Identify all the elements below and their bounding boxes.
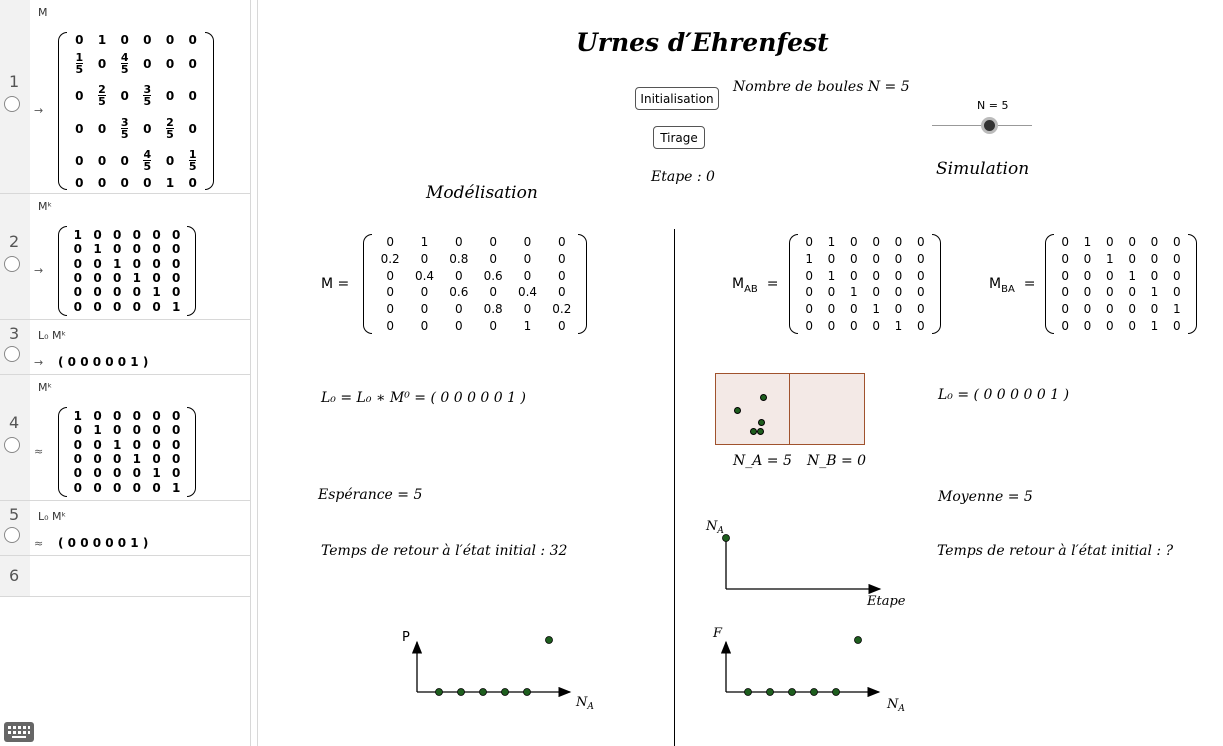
moyenne-text: Moyenne = 5: [938, 489, 1033, 505]
matrix-cell: 0: [850, 318, 858, 333]
matrix-cell: $\frac{3}{5}$: [120, 116, 129, 141]
matrix-cell: 0: [132, 480, 141, 495]
matrix-cell: 0: [850, 251, 858, 266]
matrix-cell: 0: [152, 256, 161, 271]
matrix-cell: 0: [489, 318, 497, 333]
matrix-cell: 0: [152, 480, 161, 495]
etape-text: Etape : 0: [651, 169, 715, 185]
matrix-cell: 0.4: [517, 285, 538, 300]
matrix-cell: 0.8: [449, 251, 469, 266]
matrix-cell: 0: [132, 437, 141, 452]
matrix-cell: 0: [112, 285, 122, 300]
row-label: M: [38, 6, 48, 19]
modelisation-heading: Modélisation: [426, 183, 538, 203]
row-label: L₀ Mᵏ: [38, 510, 67, 523]
matrix-cell: 0: [1150, 301, 1159, 316]
matrix-cell: 0: [132, 285, 141, 300]
matrix-cell: $\frac{1}{5}$: [75, 51, 84, 76]
matrix-cell: 1: [171, 480, 181, 495]
matrix-cell: 0.6: [483, 268, 503, 283]
matrix-cell: 0: [489, 251, 497, 266]
matrix-cell: 0: [120, 176, 129, 190]
matrix-cell: 0: [97, 121, 107, 136]
matrix-cell: 1: [850, 285, 858, 300]
matrix-cell: 0: [143, 121, 152, 136]
matrix-cell: 0: [93, 271, 102, 286]
matrix-cell: 0: [171, 452, 181, 467]
matrix-cell: 0: [1173, 318, 1181, 333]
matrix-cell: 0.2: [552, 301, 572, 316]
freq-y-label: F: [713, 626, 723, 641]
matrix-cell: 0: [1061, 318, 1069, 333]
vector-l0mk-approx: ( 0 0 0 0 0 1 ): [58, 536, 149, 550]
matrix-cell: 0: [805, 285, 813, 300]
matrix-cell: 0: [420, 285, 429, 300]
matrix-cell: 0: [386, 318, 394, 333]
matrix-cell: 1: [112, 437, 122, 452]
matrix-cell: 0: [894, 268, 903, 283]
na-count: N_A = 5: [733, 453, 792, 469]
initialisation-button[interactable]: Initialisation: [635, 87, 719, 110]
matrix-cell: 0: [805, 301, 813, 316]
matrix-cell: 0: [171, 423, 181, 438]
matrix-cell: 0: [152, 242, 161, 257]
matrix-cell: 0: [112, 409, 122, 424]
matrix-cell: 0: [420, 251, 429, 266]
data-point: [745, 689, 752, 696]
matrix-cell: 0: [1083, 301, 1092, 316]
matrix-cell: 0: [1128, 251, 1136, 266]
matrix-mab-label: $M_{AB}$ =: [732, 276, 779, 295]
matrix-cell: 0: [171, 228, 181, 243]
matrix-cell: 0: [827, 301, 836, 316]
matrix-cell: 0: [872, 285, 880, 300]
matrix-cell: 0: [1173, 268, 1181, 283]
matrix-cell: 1: [827, 268, 836, 283]
matrix-cell: 1: [1128, 268, 1136, 283]
matrix-cell: 1: [420, 235, 429, 250]
matrix-cell: 0: [1061, 301, 1069, 316]
matrix-cell: 0: [1083, 268, 1092, 283]
data-point: [480, 689, 487, 696]
matrix-cell: 0.6: [449, 285, 469, 300]
matrix-cell: 1: [112, 256, 122, 271]
matrix-cell: 0: [112, 299, 122, 314]
matrix-cell: 0: [165, 33, 175, 47]
matrix-cell: 0: [1128, 318, 1136, 333]
matrix-cell: 0: [188, 176, 197, 190]
tirage-button[interactable]: Tirage: [653, 126, 705, 149]
matrix-mba-label: $M_{BA}$ =: [989, 276, 1036, 295]
row-label: L₀ Mᵏ: [38, 329, 67, 342]
traj-y-label: $N_A$: [706, 519, 724, 536]
row-arrow: →: [34, 356, 44, 369]
matrix-cell: 0.4: [414, 268, 435, 283]
matrix-cell: 0: [188, 56, 197, 71]
matrix-cell: 0: [1083, 318, 1092, 333]
matrix-cell: 0: [112, 242, 122, 257]
data-point: [436, 689, 443, 696]
data-point: [723, 535, 730, 542]
matrix-cell: 0: [1106, 268, 1114, 283]
matrix-cell: 0: [894, 235, 903, 250]
data-point: [767, 689, 774, 696]
data-point: [811, 689, 818, 696]
matrix-cell: 0: [827, 251, 836, 266]
matrix-cell: 0: [894, 251, 903, 266]
matrix-cell: 0: [188, 33, 197, 47]
matrix-cell: 0: [143, 56, 152, 71]
matrix-cell: 1: [152, 285, 161, 300]
matrix-cell: 0: [386, 301, 394, 316]
matrix-cell: 0: [386, 268, 394, 283]
matrix-cell: 0.2: [380, 251, 400, 266]
matrix-cell: 0: [894, 285, 903, 300]
matrix-cell: 1: [93, 423, 102, 438]
retour-model-text: Temps de retour à l′état initial : 32: [321, 543, 568, 559]
matrix-cell: 0: [523, 301, 532, 316]
matrix-cell: 0: [917, 285, 925, 300]
page-title: Urnes d′Ehrenfest: [576, 28, 829, 57]
matrix-cell: 0: [132, 466, 141, 481]
matrix-cell: 0: [171, 409, 181, 424]
matrix-cell: 0: [120, 88, 129, 103]
matrix-cell: $\frac{4}{5}$: [120, 51, 129, 76]
matrix-cell: 0: [93, 256, 102, 271]
matrix-cell: 0: [73, 452, 82, 467]
matrix-cell: 1: [93, 242, 102, 257]
matrix-cell: 0: [120, 153, 129, 168]
matrix-cell: 0: [917, 318, 925, 333]
matrix-cell: 1: [1083, 235, 1092, 250]
matrix-cell: 1: [73, 228, 82, 243]
matrix-cell: 0: [165, 88, 175, 103]
matrix-cell: 0: [73, 466, 82, 481]
matrix-cell: 0: [386, 285, 394, 300]
matrix-cell: 0: [917, 235, 925, 250]
matrix-cell: 0: [894, 301, 903, 316]
matrix-cell: 0: [420, 301, 429, 316]
matrix-m-label: M =: [321, 276, 350, 292]
matrix-cell: 0: [455, 268, 463, 283]
matrix-cell: 1: [132, 271, 141, 286]
matrix-cell: 1: [1106, 251, 1114, 266]
matrix-cell: 0: [1061, 268, 1069, 283]
matrix-cell: 0: [827, 285, 836, 300]
matrix-cell: 0: [1173, 285, 1181, 300]
matrix-cell: 0: [93, 409, 102, 424]
matrix-cell: 0: [558, 318, 566, 333]
row-number: 2: [9, 232, 20, 251]
matrix-cell: 0: [73, 423, 82, 438]
matrix-cell: 0: [805, 268, 813, 283]
l0-equation-sim: L₀ = ( 0 0 0 0 0 1 ): [938, 387, 1070, 403]
matrix-cell: 0: [120, 33, 129, 47]
matrix-cell: 0: [455, 318, 463, 333]
matrix-cell: 1: [1150, 285, 1159, 300]
matrix-cell: 0: [850, 268, 858, 283]
retour-sim-text: Temps de retour à l′état initial : ?: [937, 543, 1174, 559]
data-point: [546, 637, 553, 644]
matrix-cell: 1: [523, 318, 532, 333]
matrix-cell: 0: [73, 242, 82, 257]
matrix-cell: 0: [523, 235, 532, 250]
matrix-cell: 0: [171, 285, 181, 300]
matrix-cell: 0: [132, 299, 141, 314]
matrix-cell: 1: [73, 409, 82, 424]
matrix-cell: 0: [93, 228, 102, 243]
matrix-cell: 0: [93, 466, 102, 481]
matrix-cell: 0: [73, 437, 82, 452]
matrix-cell: $\frac{1}{5}$: [188, 148, 197, 173]
matrix-cell: 0: [112, 452, 122, 467]
matrix-cell: 0: [1173, 235, 1181, 250]
row-arrow: ≈: [34, 537, 44, 550]
matrix-cell: 0: [1150, 235, 1159, 250]
matrix-cell: 0: [73, 285, 82, 300]
prob-x-label: $N_A$: [576, 695, 594, 712]
matrix-cell: 0: [850, 235, 858, 250]
matrix-cell: 0: [132, 242, 141, 257]
l0-equation-model: L₀ = L₀ ∗ M⁰ = ( 0 0 0 0 0 1 ): [321, 390, 526, 406]
matrix-cell: 0: [112, 228, 122, 243]
matrix-cell: 1: [827, 235, 836, 250]
matrix-cell: 0: [1106, 301, 1114, 316]
vector-l0mk: ( 0 0 0 0 0 1 ): [58, 355, 149, 369]
matrix-cell: 0: [93, 452, 102, 467]
matrix-cell: 0: [523, 251, 532, 266]
matrix-cell: 0: [558, 285, 566, 300]
data-point: [855, 637, 862, 644]
matrix-cell: 1: [1150, 318, 1159, 333]
matrix-cell: 0: [165, 56, 175, 71]
row-number: 3: [9, 324, 20, 343]
matrix-cell: $\frac{2}{5}$: [98, 83, 106, 108]
matrix-cell: 1: [1173, 301, 1181, 316]
matrix-cell: 0: [1106, 235, 1114, 250]
matrix-cell: 0: [1128, 285, 1136, 300]
matrix-cell: 0: [1150, 268, 1159, 283]
matrix-cell: 0: [171, 437, 181, 452]
matrix-cell: 0: [152, 437, 161, 452]
data-point: [502, 689, 509, 696]
matrix-cell: 0: [1173, 251, 1181, 266]
matrix-cell: 0: [455, 235, 463, 250]
matrix-cell: $\frac{3}{5}$: [143, 83, 152, 108]
data-point: [524, 689, 531, 696]
row-number: 5: [9, 505, 20, 524]
matrix-cell: 0: [188, 121, 197, 136]
prob-y-label: P: [402, 630, 410, 645]
row-arrow: ≈: [34, 445, 44, 458]
matrix-cell: 0: [805, 318, 813, 333]
matrix-cell: 0: [1061, 285, 1069, 300]
traj-x-label: Etape: [867, 594, 906, 609]
matrix-cell: 1: [132, 452, 141, 467]
slider-label: N = 5: [977, 99, 1009, 112]
matrix-cell: 1: [872, 301, 880, 316]
matrix-cell: 0: [917, 268, 925, 283]
row-number: 1: [9, 72, 20, 91]
matrix-cell: 0: [112, 480, 122, 495]
matrix-cell: 0: [171, 242, 181, 257]
matrix-cell: 0: [827, 318, 836, 333]
matrix-cell: 0: [420, 318, 429, 333]
matrix-cell: 0: [165, 153, 175, 168]
matrix-cell: 0: [75, 153, 84, 168]
matrix-cell: 0: [386, 235, 394, 250]
matrix-cell: 0: [132, 409, 141, 424]
matrix-cell: 0: [1150, 251, 1159, 266]
matrix-cell: 0: [75, 121, 84, 136]
matrix-cell: 0: [1128, 301, 1136, 316]
matrix-cell: 0: [171, 271, 181, 286]
esperance-text: Espérance = 5: [318, 487, 423, 503]
matrix-cell: 0: [132, 423, 141, 438]
matrix-cell: 0: [558, 251, 566, 266]
matrix-cell: 0: [97, 153, 107, 168]
row-number: 6: [9, 566, 20, 585]
matrix-cell: 0: [143, 33, 152, 47]
matrix-cell: 0: [73, 271, 82, 286]
matrix-cell: 0: [872, 235, 880, 250]
row-label: Mᵏ: [38, 381, 53, 394]
data-point: [458, 689, 465, 696]
matrix-cell: 0: [152, 452, 161, 467]
matrix-cell: 0: [152, 271, 161, 286]
row-label: Mᵏ: [38, 200, 53, 213]
row-arrow: →: [34, 104, 44, 117]
matrix-cell: 0: [1061, 235, 1069, 250]
matrix-cell: 0: [872, 268, 880, 283]
matrix-cell: 0: [93, 480, 102, 495]
matrix-cell: 0: [558, 268, 566, 283]
matrix-cell: 0: [73, 480, 82, 495]
matrix-cell: 0: [850, 301, 858, 316]
matrix-cell: 0: [558, 235, 566, 250]
matrix-cell: 0: [132, 256, 141, 271]
matrix-cell: 0: [93, 299, 102, 314]
data-point: [789, 689, 796, 696]
matrix-cell: 0: [93, 437, 102, 452]
matrix-cell: 0: [75, 33, 84, 47]
matrix-cell: 0: [1128, 235, 1136, 250]
matrix-cell: $\frac{2}{5}$: [166, 116, 174, 141]
matrix-cell: 0: [1083, 251, 1092, 266]
matrix-cell: 0: [1061, 251, 1069, 266]
matrix-cell: 1: [171, 299, 181, 314]
matrix-cell: 0: [152, 228, 161, 243]
matrix-cell: 0: [489, 285, 497, 300]
matrix-cell: 0: [97, 56, 107, 71]
matrix-cell: 0: [917, 301, 925, 316]
matrix-cell: 0: [112, 423, 122, 438]
matrix-cell: 0: [872, 251, 880, 266]
matrix-cell: 0: [75, 176, 84, 190]
matrix-cell: 0: [97, 176, 107, 190]
matrix-cell: 1: [805, 251, 813, 266]
matrix-cell: 1: [152, 466, 161, 481]
row-arrow: →: [34, 264, 44, 277]
matrix-cell: 0: [1083, 285, 1092, 300]
simulation-heading: Simulation: [936, 159, 1030, 179]
freq-x-label: $N_A$: [887, 697, 905, 714]
matrix-cell: 0: [152, 299, 161, 314]
nb-count: N_B = 0: [807, 453, 867, 469]
matrix-cell: 0: [171, 466, 181, 481]
matrix-cell: 0: [805, 235, 813, 250]
matrix-cell: 0: [75, 88, 84, 103]
matrix-cell: 0: [73, 299, 82, 314]
matrix-cell: 1: [97, 33, 107, 47]
matrix-cell: 0: [112, 271, 122, 286]
matrix-cell: 1: [165, 176, 175, 190]
matrix-cell: 0: [1106, 285, 1114, 300]
matrix-cell: 0.8: [483, 301, 503, 316]
matrix-cell: 0: [523, 268, 532, 283]
matrix-cell: 0: [917, 251, 925, 266]
matrix-cell: 0: [152, 409, 161, 424]
matrix-cell: 0: [872, 318, 880, 333]
matrix-cell: 1: [894, 318, 903, 333]
matrix-cell: 0: [112, 466, 122, 481]
matrix-cell: 0: [455, 301, 463, 316]
nombre-boules-text: Nombre de boules N = 5: [733, 79, 910, 95]
matrix-cell: 0: [152, 423, 161, 438]
matrix-cell: 0: [171, 256, 181, 271]
matrix-cell: 0: [132, 228, 141, 243]
matrix-cell: 0: [489, 235, 497, 250]
matrix-cell: 0: [1106, 318, 1114, 333]
matrix-cell: 0: [93, 285, 102, 300]
matrix-cell: 0: [73, 256, 82, 271]
data-point: [833, 689, 840, 696]
matrix-cell: $\frac{4}{5}$: [143, 148, 152, 173]
matrix-cell: 0: [143, 176, 152, 190]
matrix-cell: 0: [188, 88, 197, 103]
row-number: 4: [9, 413, 20, 432]
